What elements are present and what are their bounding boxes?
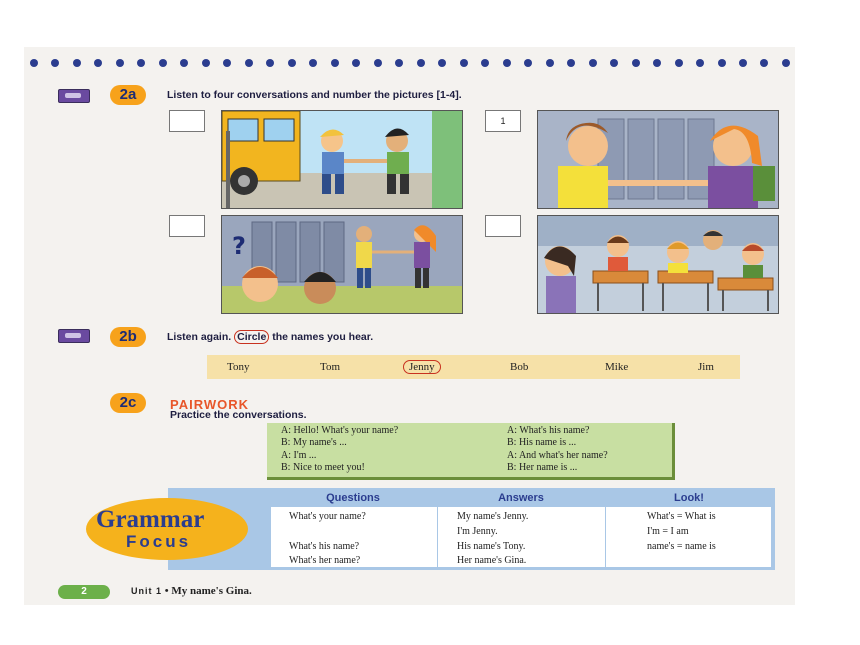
dialog-line: B: My name's ... bbox=[281, 437, 347, 448]
unit-title: My name's Gina. bbox=[171, 585, 252, 597]
grammar-header-look: Look! bbox=[674, 492, 704, 504]
instruction-text: Listen again. bbox=[167, 331, 232, 343]
divider-dot bbox=[567, 59, 575, 67]
dialog-line: A: Hello! What's your name? bbox=[281, 425, 399, 436]
divider-dot bbox=[653, 59, 661, 67]
divider-dot bbox=[245, 59, 253, 67]
dialog-line: A: What's his name? bbox=[507, 425, 590, 436]
divider-dot bbox=[546, 59, 554, 67]
illustration-bus-greeting bbox=[221, 110, 463, 209]
picture-number-box-1[interactable] bbox=[169, 110, 205, 132]
divider-dot bbox=[718, 59, 726, 67]
grammar-header-questions: Questions bbox=[326, 492, 380, 504]
unit-label: Unit 1 bbox=[131, 586, 163, 596]
exercise-2b-instruction bbox=[167, 331, 373, 343]
divider-dot bbox=[309, 59, 317, 67]
divider-dot bbox=[395, 59, 403, 67]
divider-dot bbox=[30, 59, 38, 67]
divider-dot bbox=[739, 59, 747, 67]
grammar-cell: I'm Jenny. bbox=[457, 526, 498, 537]
divider-dot bbox=[760, 59, 768, 67]
divider-dot bbox=[438, 59, 446, 67]
divider-dot bbox=[202, 59, 210, 67]
grammar-focus-subtitle: Focus bbox=[126, 532, 192, 551]
divider-dot bbox=[94, 59, 102, 67]
divider-dot bbox=[159, 59, 167, 67]
grammar-cell: My name's Jenny. bbox=[457, 511, 529, 522]
name-option[interactable]: Bob bbox=[510, 361, 529, 373]
dialog-line: B: Nice to meet you! bbox=[281, 462, 365, 473]
divider-dot bbox=[503, 59, 511, 67]
divider-dot bbox=[352, 59, 360, 67]
name-option[interactable]: Jim bbox=[698, 361, 714, 373]
name-option-circled[interactable]: Jenny bbox=[403, 360, 441, 374]
exercise-2b-badge: 2b bbox=[110, 327, 146, 347]
divider-dot bbox=[73, 59, 81, 67]
dotted-divider bbox=[30, 57, 790, 69]
divider-dot bbox=[481, 59, 489, 67]
column-divider bbox=[437, 488, 438, 570]
divider-dot bbox=[696, 59, 704, 67]
divider-dot bbox=[180, 59, 188, 67]
grammar-focus-title: Grammar bbox=[96, 506, 205, 533]
cassette-tape-icon bbox=[58, 329, 90, 343]
grammar-cell: His name's Tony. bbox=[457, 541, 526, 552]
column-divider bbox=[605, 488, 606, 570]
divider-dot bbox=[331, 59, 339, 67]
exercise-2a-badge: 2a bbox=[110, 85, 146, 105]
grammar-cell: What's your name? bbox=[289, 511, 366, 522]
footer-unit-title bbox=[131, 585, 252, 597]
grammar-focus-table bbox=[269, 488, 775, 570]
divider-dot bbox=[589, 59, 597, 67]
divider-dot bbox=[266, 59, 274, 67]
divider-dot bbox=[417, 59, 425, 67]
divider-dot bbox=[137, 59, 145, 67]
grammar-cell: What's = What is bbox=[647, 511, 716, 522]
svg-text:?: ? bbox=[232, 232, 246, 260]
instruction-text: the names you hear. bbox=[272, 331, 374, 343]
divider-dot bbox=[610, 59, 618, 67]
exercise-2c-badge: 2c bbox=[110, 393, 146, 413]
divider-dot bbox=[460, 59, 468, 67]
dialog-line: B: Her name is ... bbox=[507, 462, 578, 473]
divider-dot bbox=[51, 59, 59, 67]
divider-dot bbox=[223, 59, 231, 67]
divider-dot bbox=[632, 59, 640, 67]
name-option[interactable]: Tom bbox=[320, 361, 341, 373]
divider-dot bbox=[374, 59, 382, 67]
picture-number-box-4[interactable] bbox=[485, 215, 521, 237]
name-option[interactable]: Mike bbox=[605, 361, 629, 373]
circle-word: Circle bbox=[234, 330, 269, 344]
footer-separator: • bbox=[164, 585, 169, 597]
cassette-tape-icon bbox=[58, 89, 90, 103]
grammar-cell: Her name's Gina. bbox=[457, 555, 527, 566]
dialog-line: B: His name is ... bbox=[507, 437, 577, 448]
dialog-line: A: And what's her name? bbox=[507, 450, 608, 461]
divider-dot bbox=[524, 59, 532, 67]
divider-dot bbox=[675, 59, 683, 67]
picture-number-box-3[interactable] bbox=[169, 215, 205, 237]
page-number: 2 bbox=[58, 585, 110, 599]
pairwork-heading: PAIRWORK bbox=[170, 397, 250, 412]
grammar-cell: I'm = I am bbox=[647, 526, 689, 537]
textbook-page bbox=[24, 47, 795, 605]
names-band bbox=[207, 355, 740, 379]
dialog-box bbox=[267, 423, 675, 480]
grammar-cell: name's = name is bbox=[647, 541, 716, 552]
name-option[interactable]: Tony bbox=[227, 361, 250, 373]
illustration-question-hallway bbox=[221, 215, 463, 314]
divider-dot bbox=[116, 59, 124, 67]
dialog-line: A: I'm ... bbox=[281, 450, 317, 461]
grammar-cell: What's her name? bbox=[289, 555, 361, 566]
exercise-2c-instruction: Practice the conversations. bbox=[170, 409, 307, 421]
illustration-classroom bbox=[537, 215, 779, 314]
grammar-cell: What's his name? bbox=[289, 541, 360, 552]
divider-dot bbox=[782, 59, 790, 67]
divider-dot bbox=[288, 59, 296, 67]
grammar-header-answers: Answers bbox=[498, 492, 544, 504]
exercise-2a-instruction: Listen to four conversations and number the pictures [1-4]. bbox=[167, 89, 462, 101]
picture-number-box-2[interactable]: 1 bbox=[485, 110, 521, 132]
illustration-girls-lockers bbox=[537, 110, 779, 209]
